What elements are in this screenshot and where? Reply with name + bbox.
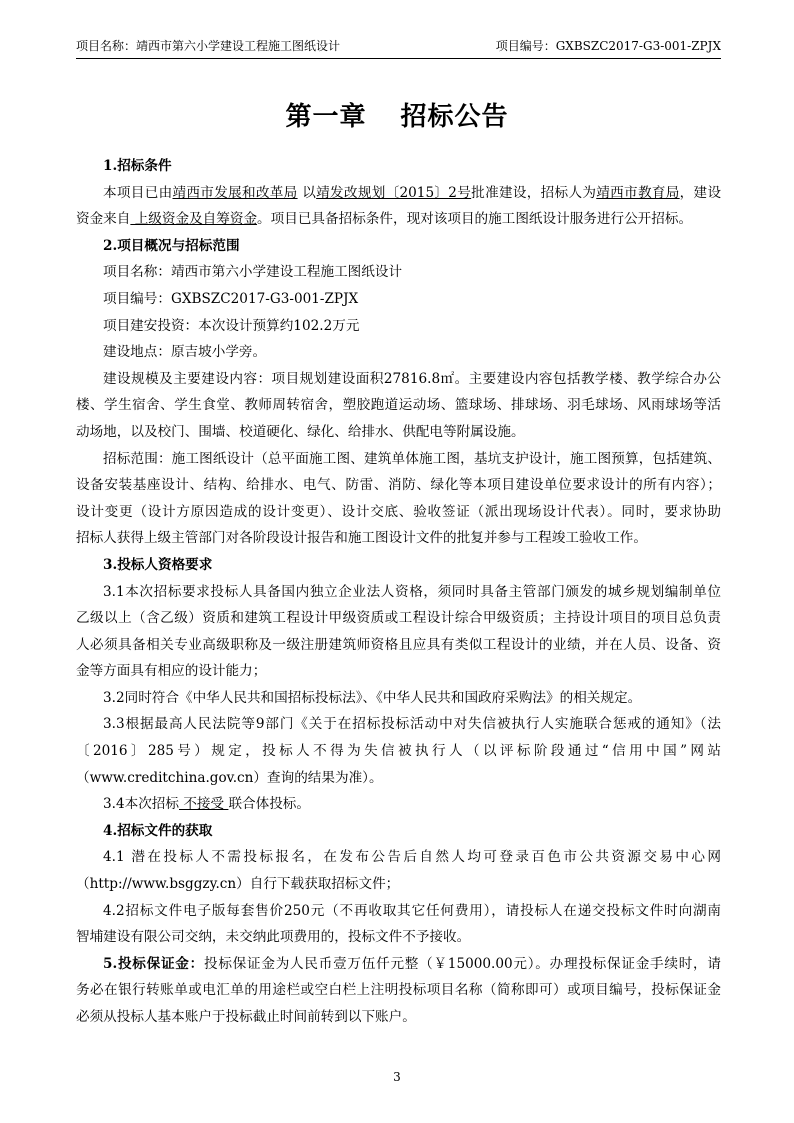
project-code-line: 项目编号：GXBSZC2017-G3-001-ZPJX — [103, 290, 359, 307]
text-run: 本项目已由 — [103, 184, 173, 201]
document-body — [76, 153, 721, 1031]
text-run: 联合体投标。 — [228, 796, 310, 813]
section-heading: 3.投标人资格要求 — [103, 556, 213, 573]
paragraph-line: 智埔建设有限公司交纳，未交纳此项费用的，投标文件不予接收。 — [76, 929, 471, 946]
text-run: 投标保证金为人民币壹万伍仟元整（￥15000.00元）。办理投标保证金手续时，请 — [204, 955, 721, 972]
text-run: ，建设 — [679, 184, 721, 201]
text-run: 3.4本次招标 — [103, 796, 179, 813]
paragraph-line — [76, 206, 721, 233]
paragraph-line: 建设规模及主要建设内容：项目规划建设面积27816.8㎡。主要建设内容包括教学楼、教学综合办公 — [103, 370, 721, 387]
text-run: 以 — [297, 184, 317, 201]
paragraph-line: 金等方面具有相应的设计能力； — [76, 663, 267, 680]
section-heading: 2.项目概况与招标范围 — [103, 237, 240, 254]
text-run: 。项目已具备招标条件，现对该项目的施工图纸设计服务进行公开招标。 — [257, 211, 693, 228]
project-name-line: 项目名称：靖西市第六小学建设工程施工图纸设计 — [103, 264, 403, 281]
chapter-name: 招标公告 — [400, 102, 509, 132]
paragraph-line: （www.creditchina.gov.cn）查询的结果为准）。 — [76, 769, 383, 786]
investment-line: 项目建安投资：本次设计预算约102.2万元 — [103, 317, 360, 334]
paragraph-line: 动场地，以及校门、围墙、校道硬化、绿化、给排水、供配电等附属设施。 — [76, 423, 525, 440]
text-run: 批准建设，招标人为 — [471, 184, 597, 201]
paragraph-line: 3.1本次招标要求投标人具备国内独立企业法人资格，须同时具备主管部门颁发的城乡规划编制单位 — [103, 583, 721, 600]
section-heading: 1.招标条件 — [103, 158, 172, 174]
paragraph-line: 3.3根据最高人民法院等9部门《关于在招标投标活动中对失信被执行人实施联合惩戒的通知》（法 — [103, 716, 721, 733]
paragraph-line: 务必在银行转账单或电汇单的用途栏或空白栏上注明投标项目名称（简称即可）或项目编号，投标保证金 — [76, 982, 721, 999]
paragraph-line: 必须从投标人基本账户于投标截止时间前转到以下账户。 — [76, 1009, 416, 1025]
paragraph-line — [76, 180, 721, 207]
section-heading: 5.投标保证金： — [103, 955, 204, 972]
text-run: 资金来自 — [76, 211, 131, 228]
underlined-field: 不接受 — [179, 796, 229, 813]
location-line: 建设地点：原吉坡小学旁。 — [103, 344, 267, 361]
paragraph-line: 楼、学生宿舍、学生食堂、教师周转宿舍，塑胶跑道运动场、篮球场、排球场、羽毛球场、风雨球场等活 — [76, 397, 721, 414]
underlined-field: 靖发改规划〔2015〕2号 — [316, 184, 472, 201]
chapter-number: 第一章 — [285, 102, 367, 132]
paragraph-line: 招标范围：施工图纸设计（总平面施工图、建筑单体施工图，基坑支护设计，施工图预算，包括建筑、 — [103, 450, 721, 467]
paragraph-line: 乙级以上（含乙级）资质和建筑工程设计甲级资质或工程设计综合甲级资质；主持设计项目的项目总负责 — [76, 610, 721, 627]
paragraph-line — [76, 791, 721, 818]
underlined-field: 靖西市发展和改革局 — [172, 184, 298, 201]
paragraph-line: 设计变更（设计方原因造成的设计变更）、设计交底、验收签证（派出现场设计代表）。同时，要求协助 — [76, 503, 721, 520]
paragraph-line — [76, 951, 721, 978]
section-heading: 4.招标文件的获取 — [103, 822, 213, 839]
paragraph-line: 4.1 潜在投标人不需投标报名，在发布公告后自然人均可登录百色市公共资源交易中心网 — [103, 849, 721, 866]
header-project-name: 项目名称：靖西市第六小学建设工程施工图纸设计 — [76, 39, 341, 53]
page-number: 3 — [393, 1070, 401, 1084]
paragraph-line: 人必须具备相关专业高级职称及一级注册建筑师资格且应具有类似工程设计的业绩，并在人员、设备、资 — [76, 636, 721, 653]
paragraph-line: 3.2同时符合《中华人民共和国招标投标法》、《中华人民共和国政府采购法》的相关规定。 — [103, 689, 642, 706]
paragraph-line: 设备安装基座设计、结构、给排水、电气、防雷、消防、绿化等本项目建设单位要求设计的所有内容）； — [76, 477, 721, 494]
underlined-field: 靖西市教育局 — [596, 184, 680, 201]
page-header — [76, 36, 721, 59]
paragraph-line: （http://www.bsggzy.cn）自行下载获取招标文件； — [76, 876, 400, 893]
underlined-field: 上级资金及自筹资金 — [130, 211, 258, 228]
paragraph-line: 4.2招标文件电子版每套售价250元（不再收取其它任何费用），请投标人在递交投标文件时向湖南 — [103, 902, 721, 919]
paragraph-line: 〔2016〕285号）规定，投标人不得为失信被执行人（以评标阶段通过“信用中国”网站 — [76, 743, 721, 760]
paragraph-line: 招标人获得上级主管部门对各阶段设计报告和施工图设计文件的批复并参与工程竣工验收工作。 — [76, 530, 647, 547]
chapter-title — [0, 96, 794, 133]
header-project-code: 项目编号：GXBSZC2017-G3-001-ZPJX — [495, 39, 721, 53]
